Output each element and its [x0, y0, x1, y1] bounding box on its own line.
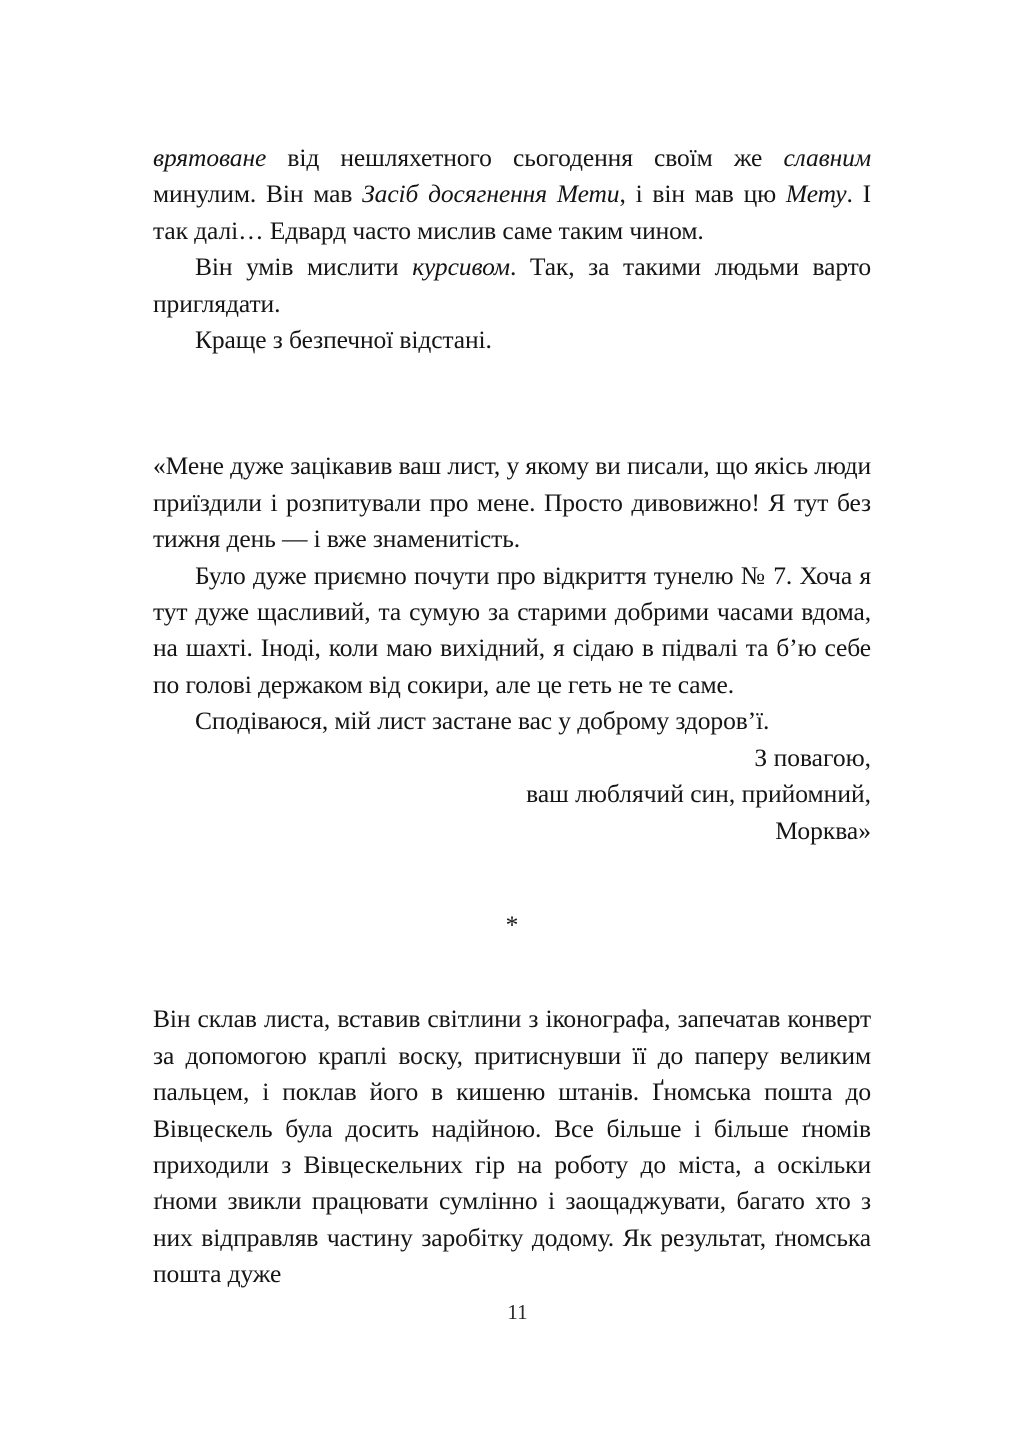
- letter-signature-line-1: З повагою,: [754, 742, 871, 772]
- letter-signature-line-3: Морква»: [775, 815, 871, 845]
- page-text-block: [153, 140, 871, 1293]
- italic-run: врятоване: [153, 143, 267, 172]
- italic-run: Засіб досягнення Мети: [362, 179, 620, 209]
- text-run: , і він мав цю: [619, 179, 786, 209]
- italic-run: славним: [783, 143, 871, 172]
- separator-spacer-top: [153, 849, 871, 907]
- letter-paragraph-3: Сподіваюся, мій лист застане вас у доброму здоров’ї.: [195, 706, 770, 736]
- italic-run: Мету: [785, 179, 847, 209]
- paragraph-2: [153, 249, 871, 322]
- italic-run: курсивом: [412, 252, 510, 282]
- letter-paragraph-1: «Мене дуже зацікавив ваш лист, у якому ви писали, що якісь люди приїздили і розпитували про мене. Просто дивовижно! Я тут без тижня день — і вже знаменитість.: [153, 451, 871, 554]
- letter-spacer: [153, 358, 871, 448]
- text-run: від нешляхетного сьогодення своїм же: [266, 143, 784, 172]
- paragraph-3: Краще з безпечної відстані.: [195, 325, 492, 355]
- paragraph-continued-1: [153, 140, 871, 249]
- text-run: минулим. Він мав: [153, 179, 363, 209]
- text-run: . Так, за такими людьми варто приглядати.: [153, 252, 872, 318]
- letter-signature-line-2: ваш люблячий син, прийомний,: [526, 779, 871, 809]
- paragraph-4: Він склав листа, вставив світлини з іконографа, запечатав конверт за допомогою краплі воску, притиснувши її до паперу великим пальцем, і поклав його в кишеню штанів. Ґномська пошта до Вівцескель була досить надійною. Все більше і більше ґномів приходили з Вівцескельних гір на роботу до міста, а оскільки ґноми звикли працювати сумлінно і заощаджувати, багато хто з них відправляв частину заробітку додому. Як результат, ґномська пошта дуже: [153, 1004, 871, 1289]
- section-separator-asterisk: *: [505, 909, 519, 939]
- separator-spacer-bottom: [153, 943, 871, 1001]
- text-run: . І так далі… Едвард часто мислив саме таким чином.: [153, 179, 871, 245]
- page-number: 11: [507, 1300, 528, 1324]
- text-run: Він умів мислити: [195, 252, 413, 282]
- letter-paragraph-2: Було дуже приємно почути про відкриття тунелю № 7. Хоча я тут дуже щасливий, та сумую за старими добрими часами вдома, на шахті. Іноді, коли маю вихідний, я сідаю в підвалі та б’ю себе по голові держаком від сокири, але це геть не те саме.: [153, 560, 871, 699]
